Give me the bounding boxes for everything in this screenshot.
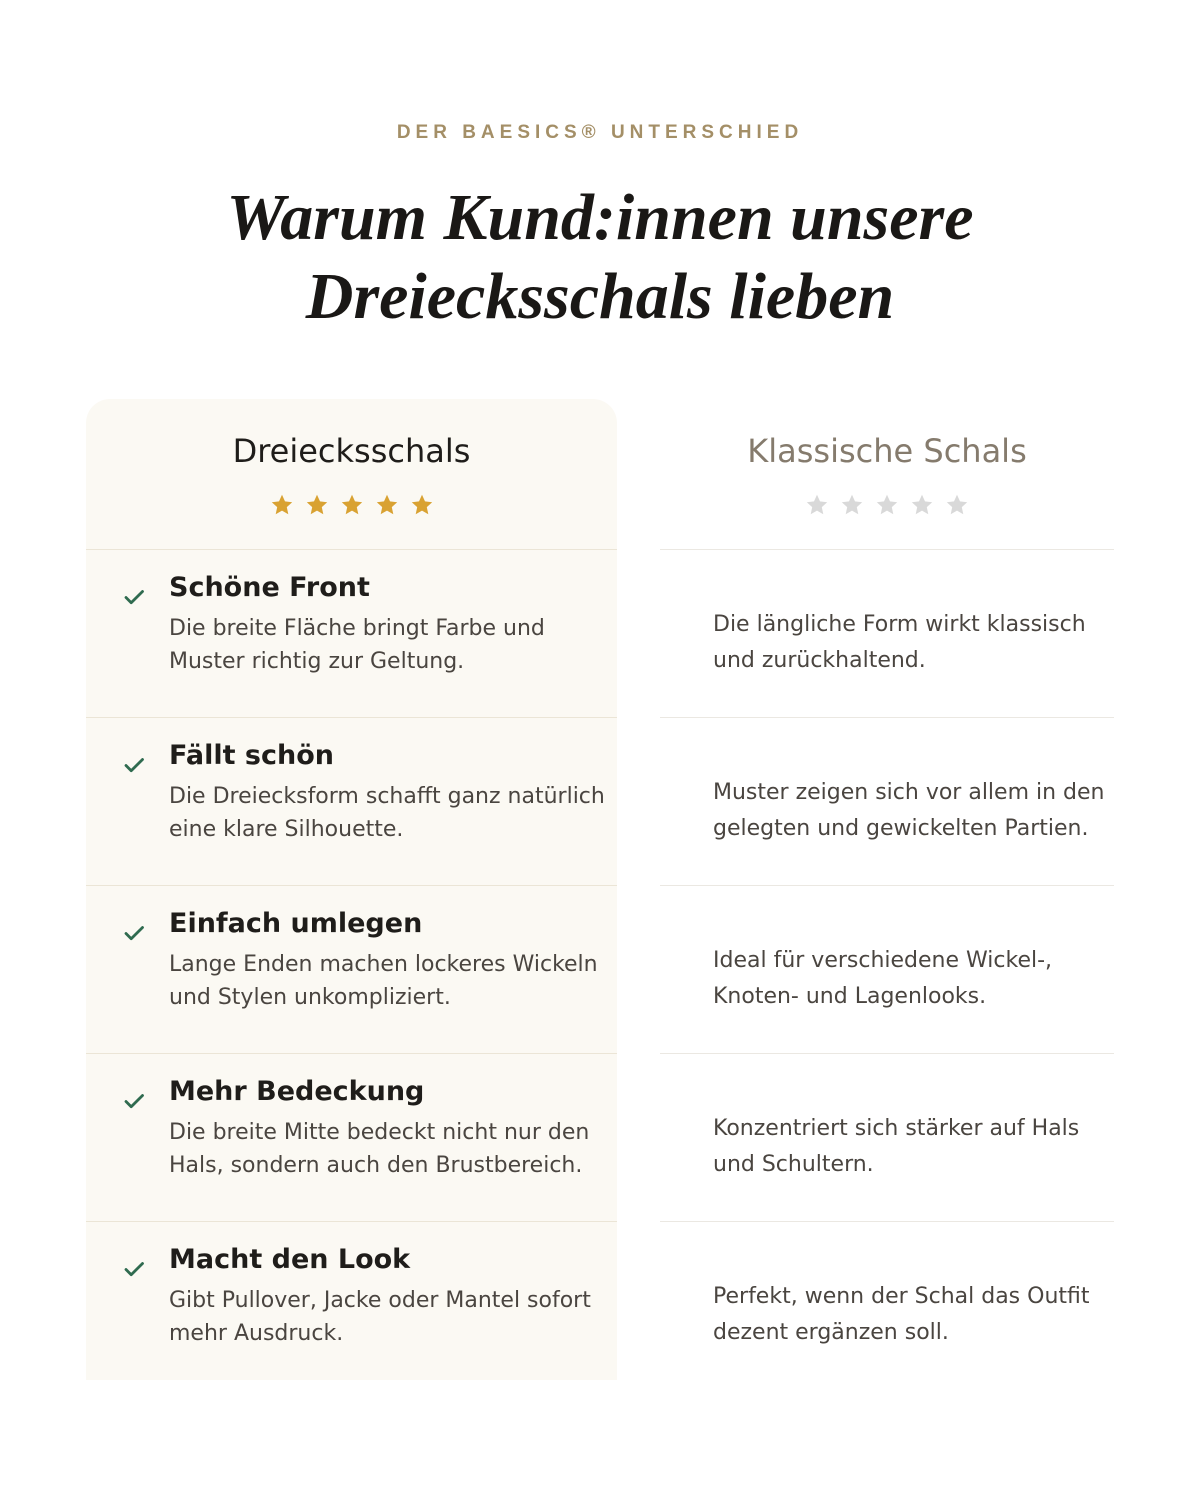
- feature-row-left: [86, 1221, 617, 1389]
- feature-row-right: [660, 717, 1114, 885]
- star-icon: [410, 493, 434, 517]
- star-icon: [375, 493, 399, 517]
- star-icon: [875, 493, 899, 517]
- page-title-line-1: Warum Kund:innen unsere: [226, 181, 974, 254]
- star-icon: [340, 493, 364, 517]
- feature-row-left: [86, 549, 617, 717]
- feature-title: Mehr Bedeckung: [169, 1076, 425, 1107]
- feature-row-right: [660, 1221, 1114, 1389]
- feature-row-left: [86, 717, 617, 885]
- page-title-line-2: Dreiecksschals lieben: [305, 260, 895, 333]
- feature-row-left: [86, 1053, 617, 1221]
- feature-description: Die Dreiecksform schafft ganz natürlich eine klare Silhouette.: [169, 784, 605, 842]
- page-title: [0, 178, 1200, 336]
- check-icon: [120, 919, 148, 947]
- check-icon: [120, 1087, 148, 1115]
- classic-description: Muster zeigen sich vor allem in den gelegten und gewickelten Partien.: [713, 780, 1105, 841]
- column-title-classic-scarves: Klassische Schals: [747, 432, 1027, 470]
- feature-title: Fällt schön: [169, 740, 334, 771]
- check-icon: [120, 1255, 148, 1283]
- feature-title: Einfach umlegen: [169, 908, 423, 939]
- star-icon: [945, 493, 969, 517]
- star-icon: [305, 493, 329, 517]
- star-icon: [840, 493, 864, 517]
- classic-description: Perfekt, wenn der Schal das Outfit dezent ergänzen soll.: [713, 1284, 1090, 1345]
- feature-description: Lange Enden machen lockeres Wickeln und Stylen unkompliziert.: [169, 952, 598, 1010]
- feature-description: Gibt Pullover, Jacke oder Mantel sofort mehr Ausdruck.: [169, 1288, 591, 1346]
- feature-title: Schöne Front: [169, 572, 370, 603]
- check-icon: [120, 583, 148, 611]
- feature-description: Die breite Fläche bringt Farbe und Muster richtig zur Geltung.: [169, 616, 545, 674]
- classic-description: Ideal für verschiedene Wickel-, Knoten- und Lagenlooks.: [713, 948, 1053, 1009]
- feature-row-right: [660, 1053, 1114, 1221]
- column-header-classic-scarves: [660, 399, 1114, 549]
- check-icon: [120, 751, 148, 779]
- classic-description: Konzentriert sich stärker auf Hals und Schultern.: [713, 1116, 1080, 1177]
- feature-row-left: [86, 885, 617, 1053]
- feature-row-right: [660, 885, 1114, 1053]
- star-icon: [270, 493, 294, 517]
- feature-title: Macht den Look: [169, 1244, 411, 1275]
- star-rating-classic-scarves: [660, 493, 1114, 517]
- section-eyebrow: DER BAESICS® UNTERSCHIED: [396, 122, 804, 143]
- feature-row-right: [660, 549, 1114, 717]
- star-icon: [910, 493, 934, 517]
- column-title-triangle-scarves: Dreiecksschals: [232, 432, 471, 470]
- star-icon: [805, 493, 829, 517]
- column-header-triangle-scarves: [86, 399, 617, 549]
- classic-description: Die längliche Form wirkt klassisch und zurückhaltend.: [713, 612, 1086, 673]
- star-rating-triangle-scarves: [86, 493, 617, 517]
- feature-description: Die breite Mitte bedeckt nicht nur den Hals, sondern auch den Brustbereich.: [169, 1120, 590, 1178]
